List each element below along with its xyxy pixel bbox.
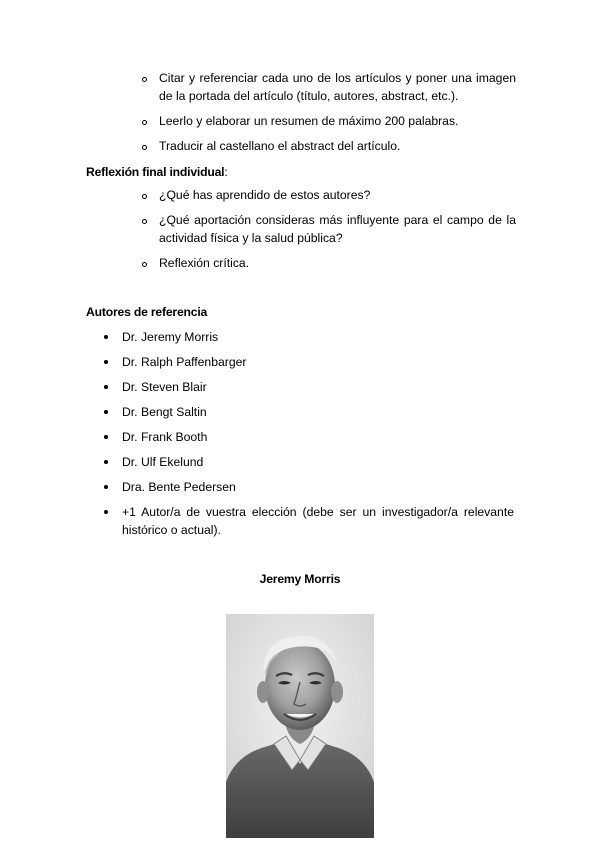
list-item: Dr. Ralph Paffenbarger [104,353,514,371]
list-item: Citar y referenciar cada uno de los artículos y poner una imagen de la portada del artículo (título, autores, abstract, etc.). [140,69,516,105]
list-item: +1 Autor/a de vuestra elección (debe ser un investigador/a relevante histórico o actual). [104,503,514,539]
figure-caption: Jeremy Morris [259,572,341,586]
list-item: Dr. Ulf Ekelund [104,453,514,471]
authors-list [104,328,514,546]
list-item: ¿Qué aportación consideras más influyente para el campo de la actividad física y la salud pública? [140,211,516,247]
list-item: Dr. Jeremy Morris [104,328,514,346]
list-item: Dr. Frank Booth [104,428,514,446]
reflection-heading-text: Reflexión final individual [86,165,225,179]
reflection-questions-list [140,186,516,279]
portrait-photo [226,614,374,838]
list-item: Dr. Steven Blair [104,378,514,396]
reflection-heading-colon: : [224,165,228,179]
list-item: Traducir al castellano el abstract del artículo. [140,137,516,155]
list-item: Dr. Bengt Saltin [104,403,514,421]
authors-heading: Autores de referencia [86,305,208,319]
reflection-heading [86,163,228,181]
list-item: Leerlo y elaborar un resumen de máximo 200 palabras. [140,112,516,130]
list-item: Reflexión crítica. [140,254,516,272]
list-item: Dra. Bente Pedersen [104,478,514,496]
task-steps-list [140,69,516,162]
list-item: ¿Qué has aprendido de estos autores? [140,186,516,204]
